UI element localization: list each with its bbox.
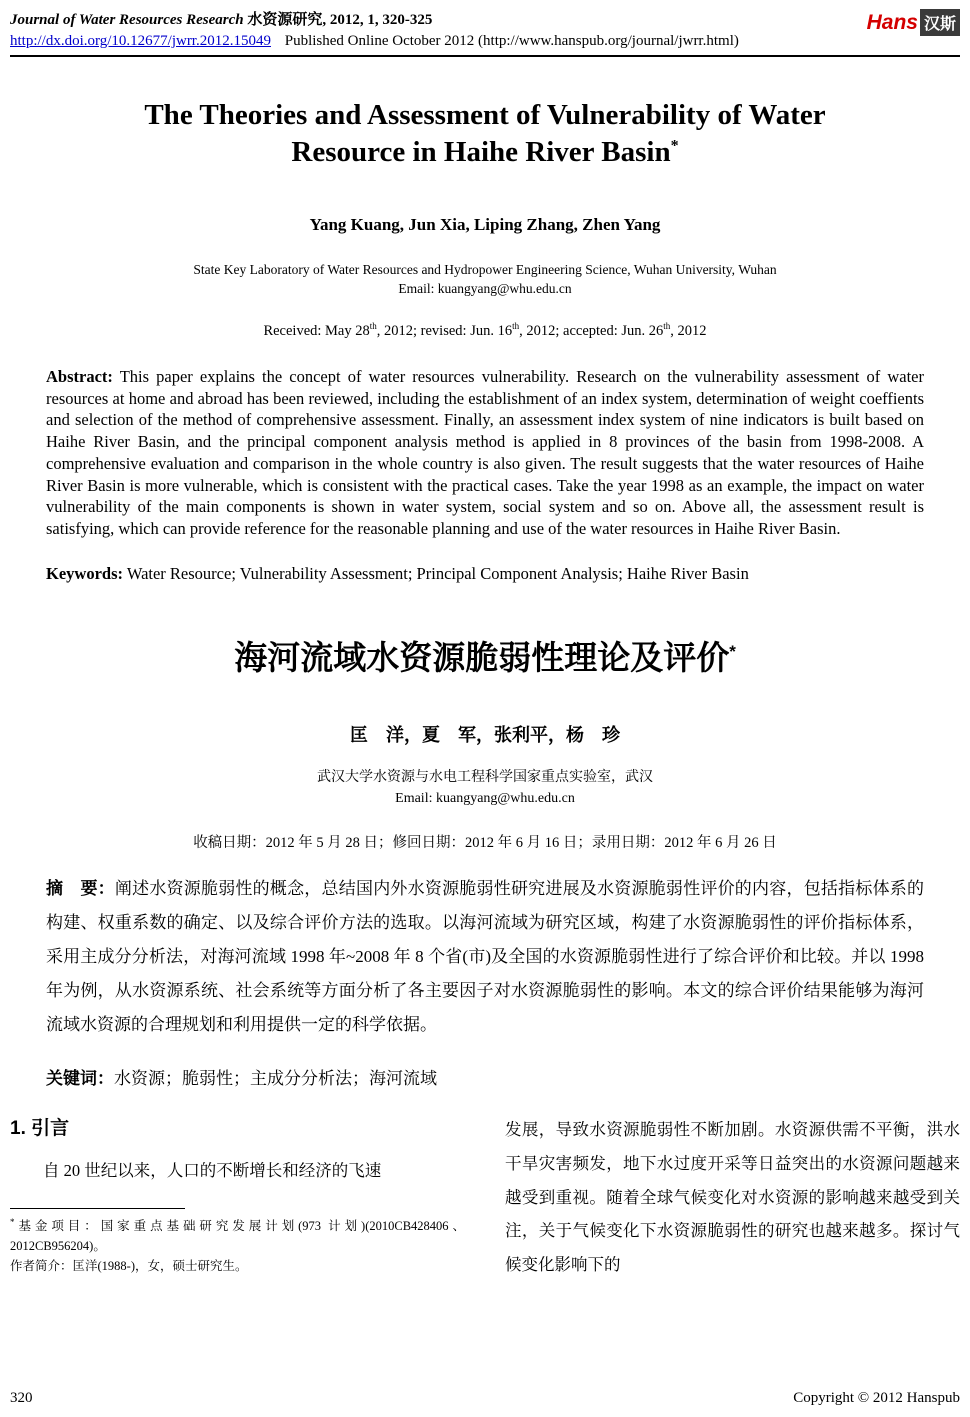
superscript-th: th: [512, 321, 520, 331]
title-footnote-star: *: [670, 137, 679, 155]
footnote-fund: [10, 1215, 465, 1256]
page-number: 320: [10, 1390, 33, 1406]
journal-header-text: [10, 8, 739, 50]
header-divider: [10, 55, 960, 57]
received-line-english: [10, 321, 960, 340]
received-part: , 2012: [670, 322, 707, 339]
intro-paragraph-right: 发展，导致水资源脆弱性不断加剧。水资源供需不平衡，洪水干旱灾害频发，地下水过度开采等日益突出的水资源问题越来越受到重视。随着全球气候变化对水资源的影响越来越受到关注，关于气候变化下水资源脆弱性的研究也越来越多。探讨气候变化影响下的: [505, 1119, 960, 1275]
intro-paragraph-left: 自 20 世纪以来，人口的不断增长和经济的飞速: [43, 1160, 382, 1180]
received-part: , 2012; revised: Jun. 16: [376, 322, 513, 339]
hans-logo-chinese: 汉斯: [920, 9, 960, 36]
journal-title-line: [10, 8, 739, 29]
cn-abstract-text: 阐述水资源脆弱性的概念，总结国内外水资源脆弱性研究进展及水资源脆弱性评价的内容，包括指标体系的构建、权重系数的确定、以及综合评价方法的选取。以海河流域为研究区域，构建了水资源脆弱性的评价指标体系，采用主成分分析法，对海河流域 1998 年~2008 年 8 个省(市)及全国的水资源脆弱性进行了综合评价和比较。并以 1998 年为例，从水资源系统、社会系统等方面分析了各主要因子对水资源脆弱性的影响。本文的综合评价结果能够为海河流域水资源的合理规划和利用提供一定的科学依据。: [46, 878, 925, 1034]
paper-title-english: [10, 97, 960, 171]
journal-name-english: Journal of Water Resources Research: [10, 12, 244, 28]
superscript-th: th: [369, 321, 377, 331]
affiliation-english: [10, 261, 960, 299]
right-column: [505, 1113, 960, 1282]
section-1-heading: 1. 引言: [10, 1117, 70, 1139]
received-part: , 2012; accepted: Jun. 26: [519, 322, 664, 339]
journal-header: [10, 8, 960, 50]
journal-name-chinese: 水资源研究, 2012, 1, 320-325: [247, 12, 433, 28]
footnote-author: 作者简介：匡洋(1988-)，女，硕士研究生。: [10, 1258, 248, 1273]
keywords-label: Keywords:: [46, 563, 123, 583]
authors-chinese: 匡 洋，夏 军，张利平，杨 珍: [350, 724, 620, 745]
copyright-text: Copyright © 2012 Hanspub: [793, 1390, 960, 1406]
cn-abstract-label: 摘 要：: [46, 878, 115, 898]
abstract-chinese: [46, 872, 924, 1042]
abstract-english: [46, 366, 924, 540]
abstract-text: This paper explains the concept of water resources vulnerability. Research on the vulnerability assessment of water resources at home and abroad has been reviewed, including the establishment of an index system, determination of weight coeffients and selection of the method of comprehensive assessment. Finally, an assessment index system of nine indicators is built based on Haihe River Basin, and the principal component analysis method is applied in 8 provinces of the basin from 1998-2008. A comprehensive evaluation and comparison in the whole country is also given. The result suggests that the water resources of Haihe River Basin is more vulnerable, which is consistent with the practical cases. Take the year 1998 as an example, the impact on water vulnerability of the main components is shown in water system, social system and so on. Above all, the assessment result is satisfying, which can provide reference for the reasonable planning and use of the water resources in Haihe River Basin.: [46, 366, 924, 539]
left-column: [10, 1113, 465, 1282]
body-columns: [10, 1113, 960, 1282]
title-line1: The Theories and Assessment of Vulnerability of Water: [144, 99, 826, 131]
authors-english: Yang Kuang, Jun Xia, Liping Zhang, Zhen Yang: [309, 215, 661, 235]
affiliation-chinese: [10, 767, 960, 809]
cn-title-footnote-star: *: [729, 641, 736, 661]
published-online-text: Published Online October 2012 (http://www.hanspub.org/journal/jwrr.html): [284, 33, 739, 49]
paper-title-chinese: [10, 632, 960, 679]
affiliation-text: State Key Laboratory of Water Resources and Hydropower Engineering Science, Wuhan University, Wuhan: [193, 262, 777, 278]
footnote-block: [10, 1208, 465, 1276]
footnote-fund-text: 基金项目：国家重点基础研究发展计划(973 计划)(2010CB428406、2012CB956204)。: [10, 1218, 465, 1253]
doi-link[interactable]: http://dx.doi.org/10.12677/jwrr.2012.15049: [10, 33, 271, 49]
abstract-label: Abstract:: [46, 366, 113, 386]
doi-line: [10, 33, 739, 50]
received-line-chinese: 收稿日期：2012 年 5 月 28 日；修回日期：2012 年 6 月 16 日；录用日期：2012 年 6 月 26 日: [193, 834, 777, 851]
footnote-star: *: [10, 1216, 15, 1227]
footnote-divider: [10, 1208, 185, 1209]
hans-logo: [867, 9, 960, 36]
page-footer: [10, 1390, 960, 1407]
title-line2: Resource in Haihe River Basin: [291, 136, 671, 169]
keywords-english: [46, 564, 924, 584]
keywords-chinese: [46, 1064, 924, 1089]
received-part: Received: May 28: [263, 322, 370, 339]
email-line: Email: kuangyang@whu.edu.cn: [398, 281, 572, 297]
cn-keywords-label: 关键词：: [46, 1068, 114, 1088]
cn-keywords-text: 水资源；脆弱性；主成分分析法；海河流域: [114, 1068, 437, 1088]
superscript-th: th: [663, 321, 671, 331]
keywords-text: Water Resource; Vulnerability Assessment; Principal Component Analysis; Haihe River Basin: [123, 563, 749, 583]
hans-logo-latin: Hans: [866, 10, 918, 34]
cn-email-line: Email: kuangyang@whu.edu.cn: [395, 790, 575, 806]
cn-title-text: 海河流域水资源脆弱性理论及评价: [234, 638, 730, 676]
cn-affiliation-text: 武汉大学水资源与水电工程科学国家重点实验室，武汉: [317, 769, 653, 785]
